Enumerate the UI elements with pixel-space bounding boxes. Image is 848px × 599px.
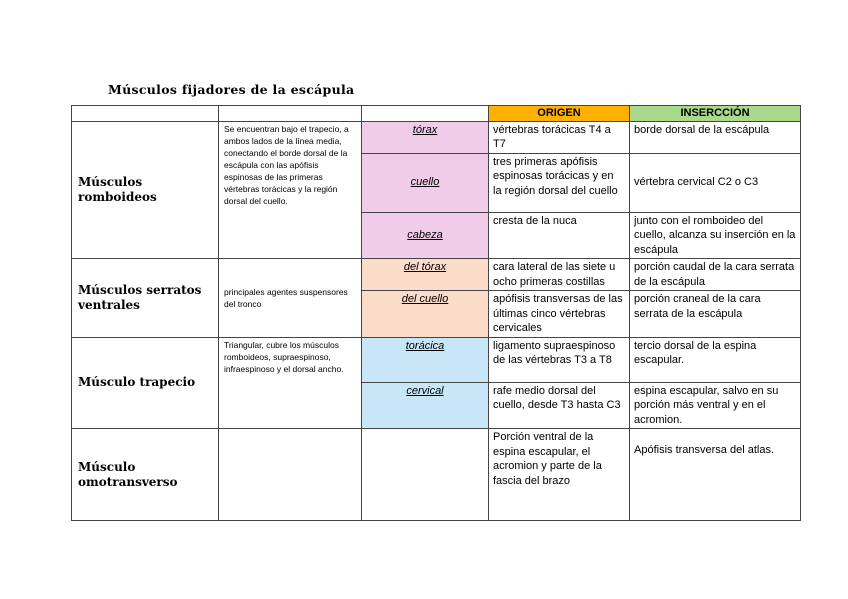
muscle-part: del cuello <box>362 291 489 338</box>
header-empty-cell <box>362 106 489 122</box>
table-row <box>72 121 801 153</box>
muscle-part: del tórax <box>362 259 489 291</box>
insertion-cell: tercio dorsal de la espina escapular. <box>630 337 801 382</box>
muscle-description <box>219 429 362 521</box>
origin-cell: ligamento supraespinoso de las vértebras T3 a T8 <box>489 337 630 382</box>
page-title: Músculos fijadores de la escápula <box>108 82 355 97</box>
origin-cell: tres primeras apófisis espinosas torácicas y en la región dorsal del cuello <box>489 153 630 212</box>
insertion-cell: espina escapular, salvo en su porción más ventral y en el acromion. <box>630 382 801 429</box>
insertion-cell: borde dorsal de la escápula <box>630 121 801 153</box>
insertion-cell: porción craneal de la cara serrata de la escápula <box>630 291 801 338</box>
muscle-description: Se encuentran bajo el trapecio, a ambos lados de la línea media, conectando el borde dorsal de la escápula con las apófisis espinosas de las primeras vértebras torácicas y la región dorsal del cuello. <box>219 121 362 259</box>
muscle-name: Músculo omotransverso <box>72 429 219 521</box>
header-empty-cell <box>72 106 219 122</box>
table-row <box>72 337 801 382</box>
muscle-name: Músculos serratos ventrales <box>72 259 219 338</box>
origin-cell: cresta de la nuca <box>489 212 630 259</box>
insertion-cell: Apófisis transversa del atlas. <box>630 429 801 521</box>
muscle-description: principales agentes suspensores del tronco <box>219 259 362 338</box>
header-row <box>72 106 801 122</box>
muscle-part: cervical <box>362 382 489 429</box>
muscle-part: torácica <box>362 337 489 382</box>
muscle-name: Músculos romboideos <box>72 121 219 259</box>
origin-cell: cara lateral de las siete u ocho primeras costillas <box>489 259 630 291</box>
table-row <box>72 429 801 521</box>
origin-cell: vértebras torácicas T4 a T7 <box>489 121 630 153</box>
muscle-part: tórax <box>362 121 489 153</box>
muscle-part: cuello <box>362 153 489 212</box>
origin-cell: rafe medio dorsal del cuello, desde T3 hasta C3 <box>489 382 630 429</box>
origin-cell: apófisis transversas de las últimas cinco vértebras cervicales <box>489 291 630 338</box>
header-insertion: INSERCCIÓN <box>630 106 801 122</box>
table-row <box>72 259 801 291</box>
header-origin: ORIGEN <box>489 106 630 122</box>
insertion-cell: porción caudal de la cara serrata de la escápula <box>630 259 801 291</box>
empty-part-cell <box>362 429 489 521</box>
origin-cell: Porción ventral de la espina escapular, el acromion y parte de la fascia del brazo <box>489 429 630 521</box>
insertion-cell: junto con el romboideo del cuello, alcanza su inserción en la escápula <box>630 212 801 259</box>
muscle-table <box>71 105 801 521</box>
insertion-cell: vértebra cervical C2 o C3 <box>630 153 801 212</box>
muscle-description: Triangular, cubre los músculos romboideos, supraespinoso, infraespinoso y el dorsal ancho. <box>219 337 362 429</box>
muscle-part: cabeza <box>362 212 489 259</box>
muscle-name: Músculo trapecio <box>72 337 219 429</box>
header-empty-cell <box>219 106 362 122</box>
